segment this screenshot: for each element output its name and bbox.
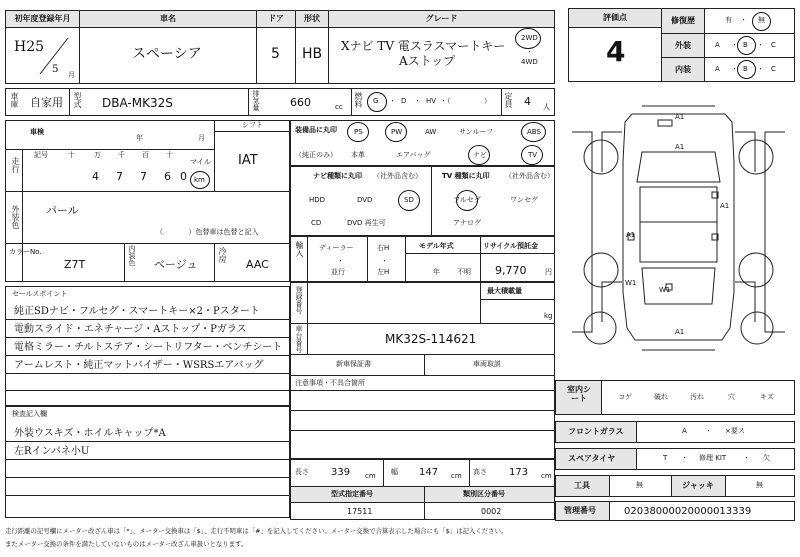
equip-airbag: エアバッグ [396, 151, 431, 159]
equip-ps-circle [347, 122, 369, 142]
wid-cm: cm [451, 472, 462, 480]
use-label: 車庫 [10, 92, 19, 108]
spare-header-cell [555, 448, 637, 470]
class-no-header: 類別区分番号 [463, 490, 505, 498]
ext-sep2: ・ [757, 41, 764, 49]
equip-navi: ナビ [473, 151, 487, 159]
repair-circle [752, 12, 771, 31]
car-diagram [562, 92, 795, 372]
import-parallel: 並行 [331, 268, 345, 276]
navi-hdd: HDD [309, 196, 326, 204]
grade-header: グレード [328, 10, 555, 28]
inspect-header: 検査記入欄 [12, 410, 47, 418]
import-lh: 左H [377, 268, 390, 276]
fuel-label: 燃料 [354, 92, 363, 108]
unit-man: 万 [94, 151, 101, 159]
wid-header: 幅 [391, 468, 398, 476]
sales-line1: 純正SDナビ・フルセグ・スマートキー×2・Pスタート [14, 306, 260, 317]
disp-label: 排気量 [252, 90, 260, 111]
windshield-cell [636, 421, 795, 443]
mark-a1-left: A1 [626, 231, 636, 239]
reg-date-cell [5, 27, 80, 84]
navi-dvd-play: DVD 再生可 [347, 219, 386, 227]
chassis-block [290, 323, 555, 355]
tools-value: 無 [636, 481, 643, 489]
shape-value: HB [302, 46, 323, 62]
ext-sep1: ・ [731, 41, 738, 49]
spare-sep1: ・ [681, 454, 688, 462]
grade-line2: Aストップ [399, 54, 456, 68]
unit-sen: 千 [118, 151, 125, 159]
fuel-hv: HV [426, 97, 437, 105]
model-value: DBA-MK32S [102, 96, 173, 110]
jack-cell [725, 475, 795, 497]
use-value: 自家用 [30, 96, 63, 109]
seat-tear: 破れ [654, 393, 668, 401]
sales-block [5, 286, 290, 406]
model-year-header: モデル年式 [419, 242, 454, 250]
mark-a1-right: A1 [720, 202, 730, 210]
left-block-a [5, 120, 290, 282]
ext-circle [737, 36, 756, 55]
tv-analog: アナログ [453, 219, 481, 227]
mark-w1-left: W1 [625, 279, 637, 287]
inspect-block [5, 406, 290, 518]
car-name: スペーシア [132, 46, 202, 62]
sales-line4: アームレスト・純正マットバイザー・WSRSエアバッグ [14, 360, 264, 371]
repair-no: 無 [758, 16, 765, 24]
color-value: Z7T [64, 258, 86, 271]
seat-scratch: キズ [760, 393, 774, 401]
mileage-d3: 7 [140, 170, 147, 183]
ext-cell [704, 33, 795, 58]
ac-value: AAC [246, 258, 269, 271]
windshield-header-cell [555, 421, 637, 443]
rating-score: 4 [606, 35, 626, 68]
mgmt-value: 02038000020000013339 [624, 506, 752, 517]
inspection-year: 年 [136, 134, 143, 142]
drive-circle [515, 28, 541, 49]
windshield-x: ×要ス [725, 427, 745, 435]
exterior-value: パール [46, 204, 79, 217]
equip-pw-circle [385, 122, 407, 142]
sales-line3: 電格ミラー・チルトステア・シートリフター・ベンチシート [14, 342, 283, 353]
color-label: カラーNo. [9, 248, 42, 256]
exterior-label: 外装色 [11, 205, 20, 229]
grade-cell [328, 27, 555, 84]
tools-header-cell [555, 475, 610, 497]
model-year-unknown: 不明 [457, 268, 471, 276]
model-label: 型式 [73, 92, 82, 108]
hei-value: 173 [509, 467, 529, 478]
tools-cell [609, 475, 672, 497]
equip-aw: AW [425, 128, 437, 136]
windshield-sep: ・ [705, 427, 712, 435]
int-color-label: 内装色 [128, 245, 136, 266]
import-dot: ・ [337, 257, 344, 265]
type-no-value: 17511 [347, 507, 373, 516]
unit-juu: 十 [166, 151, 173, 159]
ext-c: C [771, 41, 776, 49]
navi-sd: SD [404, 196, 414, 204]
mileage-d1: 4 [92, 170, 99, 183]
footer-line2: またメーター交換の条件を満たしていないものはメーター改ざん車扱いとなります。 [5, 540, 248, 548]
shift-header: シフト [242, 121, 263, 129]
jack-header: ジャッキ [682, 481, 714, 490]
jack-header-cell [671, 475, 726, 497]
windshield-a: A [682, 427, 687, 435]
hei-cm: cm [541, 472, 552, 480]
mgmt-header: 管理番号 [564, 506, 596, 515]
reg-year-header: 初年度登録年月 [5, 10, 80, 28]
equip-tv-circle [521, 145, 543, 165]
type-no-header-cell [290, 486, 425, 503]
car-name-header: 車名 [79, 10, 257, 28]
navi-tv-block [290, 166, 555, 236]
sales-header: セールスポイント [12, 290, 68, 298]
doors-cell [256, 27, 296, 84]
spare-kit: 修理 KIT [699, 454, 727, 462]
spare-t: T [663, 454, 668, 462]
import-dot2: ・ [381, 257, 388, 265]
int-b: B [743, 65, 748, 73]
int-sep2: ・ [757, 65, 764, 73]
int-cell [704, 57, 795, 82]
rating-score-cell [568, 27, 662, 82]
hei-header: 高さ [473, 468, 487, 476]
doors-value: 5 [271, 46, 280, 62]
equipment-block [290, 120, 555, 166]
class-no-value: 0002 [481, 507, 502, 516]
fuel-sep2: ・ [414, 97, 421, 105]
len-value: 339 [331, 467, 351, 478]
spare-header: スペアタイヤ [568, 454, 616, 463]
navi-cd: CD [311, 219, 322, 227]
mark-a1-rear: A1 [675, 328, 685, 336]
shift-value: IAT [238, 153, 258, 168]
reg-month: 5 [52, 64, 59, 75]
navi-sd-circle [398, 190, 420, 211]
equip-abs-circle [521, 122, 546, 142]
equip-abs: ABS [527, 128, 541, 136]
int-color-value: ベージュ [154, 258, 198, 271]
mgmt-cell [609, 501, 795, 521]
max-load-header: 最大積載量 [487, 287, 522, 295]
fuel-sep3: ・（ [440, 97, 451, 105]
int-circle [737, 60, 756, 79]
mileage-note: 記号 [34, 151, 48, 159]
grade-line1: Xナビ TV 電スラスマートキー [341, 39, 506, 53]
drive-dot: ・ [526, 48, 533, 56]
reg-month-unit: 月 [68, 71, 75, 79]
int-header: 内装 [661, 57, 705, 82]
int-sep1: ・ [731, 65, 738, 73]
inspection-month: 月 [198, 134, 205, 142]
cap-value: 4 [524, 95, 531, 108]
equip-navi-circle [468, 145, 490, 165]
mark-a1-front: A1 [675, 113, 685, 121]
repair-header: 修復歴 [661, 8, 705, 34]
equip-leather: 本革 [351, 151, 365, 159]
wid-value: 147 [419, 467, 439, 478]
notes-header: 注意事項・不具合箇所 [295, 379, 365, 387]
chassis-value: MK32S-114621 [385, 332, 477, 346]
mileage-d4: 6 [164, 170, 171, 183]
chassis-label: 車台番号 [295, 325, 303, 353]
row2 [5, 88, 555, 116]
windshield-header: フロントガラス [568, 427, 624, 436]
navi-dvd: DVD [357, 196, 373, 204]
navi-header: ナビ種類に丸印 [313, 172, 362, 180]
recycle-header: リサイクル預託金 [483, 242, 539, 250]
inspect-line1: 外装ウスキズ・ホイルキャップ*A [14, 428, 166, 439]
doors-header: ドア [256, 10, 296, 28]
navi-sub: （社外品含む） [373, 172, 422, 180]
unit-hyaku: 百 [142, 151, 149, 159]
footer-line1: 走行距離の記号欄にメーター改ざん車は「*」、メーター交換車は「$」、走行不明車は「#」を記入してください。メーター交換で合算表示した場合にも「$」は記入ください。 [5, 527, 508, 535]
reg-no-block [290, 282, 555, 324]
tv-header: TV 種類に丸印 [442, 172, 490, 180]
type-no-cell [290, 502, 425, 520]
jack-value: 無 [756, 481, 763, 489]
cap-unit: 人 [543, 103, 550, 111]
mileage-d2: 7 [116, 170, 123, 183]
manual-cell [424, 354, 555, 376]
recycle-unit: 円 [545, 268, 552, 276]
km-circle [190, 171, 210, 189]
exterior-note: （ ）色替車は色替と記入 [156, 228, 259, 236]
spare-sep2: ・ [743, 454, 750, 462]
seat-burn: コゲ [618, 393, 632, 401]
repair-cell [704, 8, 795, 34]
mark-a1-hood: A1 [675, 143, 685, 151]
type-no-header: 型式指定番号 [331, 490, 373, 498]
drive-2wd: 2WD [521, 34, 538, 42]
ext-header: 外装 [661, 33, 705, 58]
mileage-km: km [194, 176, 205, 184]
fuel-sep1: ・ [389, 97, 396, 105]
inspect-line2: 左Rインパネ小U [14, 446, 90, 457]
warranty-manual: 車両取説 [473, 360, 501, 368]
equip-sunroof: サンルーフ [459, 128, 494, 136]
inspection-label: 車検 [30, 128, 44, 136]
equipment-sub: （純正のみ） [295, 151, 337, 159]
unit-10man: 十 [68, 151, 75, 159]
mgmt-header-cell [555, 501, 610, 521]
tv-fullseg-circle [456, 190, 478, 211]
shape-header: 形状 [295, 10, 329, 28]
tv-fullseg: フルセグ [453, 196, 481, 204]
rating-label: 評価点 [568, 8, 662, 28]
import-dealer: ディーラー [319, 244, 354, 252]
unit-mile: マイル [190, 158, 211, 166]
shape-cell [295, 27, 329, 84]
spare-cell [636, 448, 795, 470]
seat-header: 室内シート [567, 385, 591, 403]
notes-block [290, 375, 555, 459]
reg-era-year: H25 [14, 39, 45, 55]
mark-w1-rear: W1 [659, 286, 671, 294]
len-cm: cm [365, 472, 376, 480]
cap-label: 定員 [504, 92, 513, 108]
seat-header-cell [555, 380, 602, 415]
ext-b: B [743, 41, 748, 49]
equip-tv: TV [528, 151, 538, 159]
sales-line2: 電動スライド・エネチャージ・Aストップ・Pガラス [14, 324, 247, 335]
class-no-cell [424, 502, 555, 520]
seat-cell [601, 380, 795, 415]
mileage-d5: 0 [180, 170, 187, 183]
tv-oneseg: ワンセグ [510, 196, 538, 204]
warranty-cell [290, 354, 425, 376]
max-load-kg: kg [544, 312, 553, 320]
recycle-value: 9,770 [495, 264, 527, 277]
disp-value: 660 [290, 96, 311, 109]
int-c: C [771, 65, 776, 73]
equip-ps: PS [354, 128, 363, 136]
repair-yes: 有 [725, 16, 732, 24]
warranty-new: 新車保証書 [336, 360, 371, 368]
import-block [290, 236, 555, 282]
reg-no-label: 登録番号 [295, 286, 303, 314]
int-a: A [715, 65, 720, 73]
len-header: 長さ [295, 468, 309, 476]
cc-unit: cc [335, 103, 343, 111]
drive-4wd: 4WD [521, 58, 538, 66]
class-no-header-cell [424, 486, 555, 503]
mileage-label: 走行 [11, 157, 20, 173]
model-year-year: 年 [433, 268, 440, 276]
tools-header: 工具 [574, 481, 590, 490]
dims-block [290, 459, 555, 487]
ext-a: A [715, 41, 720, 49]
fuel-close: ） [484, 97, 491, 105]
import-rh: 右H [377, 244, 390, 252]
equipment-label: 装備品に丸印 [295, 126, 337, 134]
seat-dirt: 汚れ [690, 393, 704, 401]
car-name-cell [79, 27, 257, 84]
fuel-g: G [373, 97, 379, 105]
repair-sep: ・ [740, 16, 747, 24]
tv-sub: （社外品含む） [505, 172, 554, 180]
ac-label: 冷房 [218, 247, 227, 263]
equip-pw: PW [391, 128, 403, 136]
seat-hole: 穴 [728, 393, 735, 401]
fuel-d: D [401, 97, 407, 105]
spare-missing: 欠 [763, 454, 770, 462]
import-label: 輸入 [295, 241, 304, 257]
